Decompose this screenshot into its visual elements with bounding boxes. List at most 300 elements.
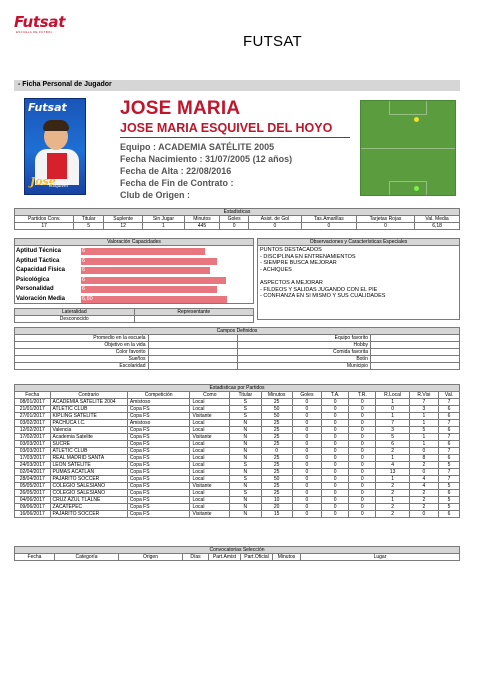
match-cell: Local xyxy=(190,406,230,413)
match-cell: 6 xyxy=(439,441,460,448)
match-cell: N xyxy=(230,448,261,455)
match-cell: 3 xyxy=(409,406,438,413)
match-cell: 3 xyxy=(376,427,409,434)
capacidad-value: 6 xyxy=(82,276,86,283)
campo-value xyxy=(148,335,237,342)
stats-value-cell: 0 xyxy=(301,223,356,230)
capacidades-title: Valoración Capacidades xyxy=(15,239,253,246)
campos-row xyxy=(15,335,460,342)
match-cell: Local xyxy=(190,476,230,483)
match-cell: 0 xyxy=(349,497,376,504)
match-cell: 2 xyxy=(376,490,409,497)
campos-row xyxy=(15,349,460,356)
campo-label: Botín xyxy=(237,356,371,363)
match-cell: 0 xyxy=(292,427,321,434)
match-cell: 0 xyxy=(349,490,376,497)
match-cell: 0 xyxy=(292,476,321,483)
match-cell: Copa FS xyxy=(127,497,190,504)
stats-value-cell: 12 xyxy=(104,223,143,230)
stats-header-cell: Asist. de Gol xyxy=(248,216,301,223)
match-cell: 1 xyxy=(376,399,409,406)
match-cell: 6 xyxy=(439,413,460,420)
campo-label: Equipo favorito xyxy=(237,335,371,342)
match-cell: 1 xyxy=(376,413,409,420)
match-cell: 0 xyxy=(322,413,349,420)
matches-header-cell: Minutos xyxy=(261,392,292,399)
match-cell: PUMAS ACATLAN xyxy=(50,469,127,476)
stats-header-cell: Goles xyxy=(220,216,249,223)
match-cell: 5 xyxy=(439,483,460,490)
match-cell: 25 xyxy=(261,462,292,469)
player-contract-end: Fecha de Fin de Contrato : xyxy=(120,178,234,188)
convocatorias-title: Convocatorias Selección xyxy=(15,547,460,554)
card-subname: Esquivel xyxy=(49,183,68,189)
match-cell: 2 xyxy=(376,504,409,511)
convocatorias-header-cell: Lugar xyxy=(301,554,460,561)
match-cell: PACHUCA I.C. xyxy=(50,420,127,427)
match-cell: ATLETIC CLUB xyxy=(50,448,127,455)
stats-value-cell: 6,18 xyxy=(415,223,460,230)
campos-table xyxy=(14,327,460,370)
match-cell: 50 xyxy=(261,476,292,483)
match-cell: 0 xyxy=(322,455,349,462)
match-cell: 0 xyxy=(349,441,376,448)
match-cell: 1 xyxy=(376,455,409,462)
match-row xyxy=(15,455,460,462)
match-cell: ATLETIC CLUB xyxy=(50,406,127,413)
match-cell: 0 xyxy=(292,483,321,490)
matches-header-cell: Fecha xyxy=(15,392,51,399)
match-row xyxy=(15,504,460,511)
match-cell: 5 xyxy=(376,434,409,441)
capacidad-value: 6 xyxy=(82,248,86,254)
match-cell: Copa FS xyxy=(127,476,190,483)
matches-header-cell: Competición xyxy=(127,392,190,399)
position-marker-primary xyxy=(414,117,419,122)
match-cell: 2 xyxy=(409,490,438,497)
capacidad-row xyxy=(15,247,255,256)
matches-header-cell: Contrario xyxy=(50,392,127,399)
capacidad-label: Aptitud Técnica xyxy=(16,248,62,254)
match-cell: Local xyxy=(190,504,230,511)
match-cell: 7 xyxy=(439,476,460,483)
match-cell: 04/06/2017 xyxy=(15,497,51,504)
match-cell: PAJARITO SOCCER xyxy=(50,511,127,518)
match-cell: N xyxy=(230,511,261,518)
logo-text: Futsat xyxy=(14,13,66,31)
match-cell: Local xyxy=(190,497,230,504)
match-cell: Local xyxy=(190,469,230,476)
match-cell: 17/03/2017 xyxy=(15,455,51,462)
match-cell: 0 xyxy=(292,490,321,497)
match-cell: 2 xyxy=(376,448,409,455)
match-cell: 16/06/2017 xyxy=(15,511,51,518)
player-full-name: JOSE MARIA ESQUIVEL DEL HOYO xyxy=(120,121,333,135)
match-cell: Local xyxy=(190,427,230,434)
match-cell: 25 xyxy=(261,434,292,441)
match-cell: 0 xyxy=(349,399,376,406)
match-cell: Copa FS xyxy=(127,504,190,511)
matches-header-cell: T.R. xyxy=(349,392,376,399)
match-cell: 0 xyxy=(292,455,321,462)
match-cell: 26/05/2017 xyxy=(15,490,51,497)
match-cell: 0 xyxy=(322,420,349,427)
match-cell: 7 xyxy=(439,448,460,455)
observaciones-panel xyxy=(257,238,460,320)
campos-title: Campos Definidos xyxy=(15,328,460,335)
match-cell: 7 xyxy=(439,434,460,441)
match-cell: S xyxy=(230,462,261,469)
match-cell: 0 xyxy=(322,469,349,476)
match-cell: 25 xyxy=(261,483,292,490)
match-cell: 1 xyxy=(409,413,438,420)
match-cell: 0 xyxy=(409,448,438,455)
match-cell: 0 xyxy=(322,448,349,455)
match-cell: 0 xyxy=(409,469,438,476)
match-cell: 10 xyxy=(261,497,292,504)
match-cell: 0 xyxy=(349,511,376,518)
player-team: Equipo : ACADEMIA SATÉLITE 2005 xyxy=(120,142,275,152)
match-cell: N xyxy=(230,497,261,504)
match-cell: N xyxy=(230,455,261,462)
campo-value xyxy=(148,363,237,370)
convocatorias-header-cell: Minutos xyxy=(273,554,301,561)
match-cell: 2 xyxy=(376,511,409,518)
match-cell: 4 xyxy=(409,483,438,490)
match-cell: 0 xyxy=(349,462,376,469)
match-cell: 0 xyxy=(292,504,321,511)
match-cell: 15 xyxy=(261,511,292,518)
page-title: FUTSAT xyxy=(243,33,303,50)
match-cell: 0 xyxy=(322,483,349,490)
match-cell: 7 xyxy=(376,420,409,427)
match-row xyxy=(15,399,460,406)
match-cell: 0 xyxy=(292,448,321,455)
match-row xyxy=(15,441,460,448)
campo-label: Promedio en la escuela xyxy=(15,335,149,342)
field-midline xyxy=(361,148,455,149)
match-cell: Copa FS xyxy=(127,511,190,518)
match-cell: S xyxy=(230,476,261,483)
match-cell: S xyxy=(230,413,261,420)
player-photo-card xyxy=(24,98,86,195)
campo-value xyxy=(371,349,460,356)
player-birthdate: Fecha Nacimiento : 31/07/2005 (12 años) xyxy=(120,154,293,164)
match-cell: Amistoso xyxy=(127,420,190,427)
match-cell: Visitante xyxy=(190,413,230,420)
match-cell: 25 xyxy=(261,455,292,462)
campo-value xyxy=(371,363,460,370)
match-row xyxy=(15,406,460,413)
match-cell: 0 xyxy=(409,511,438,518)
observaciones-text: PUNTOS DESTACADOS - DISCIPLINA EN ENTRENAMIENTOS - SIEMPRE BUSCA MEJORAR - ACHIQUES ASPECTOS A MEJORAR - FILDEOS Y SALIDAS JUGANDO CON EL PIE - CONFIANZA EN SI MISMO Y SUS CUALIDADES xyxy=(260,247,386,300)
card-hair xyxy=(43,120,69,131)
match-cell: 25 xyxy=(261,420,292,427)
match-cell: 7 xyxy=(439,399,460,406)
match-cell: 24/03/2017 xyxy=(15,462,51,469)
match-cell: Local xyxy=(190,462,230,469)
match-cell: 2 xyxy=(409,462,438,469)
match-cell: Copa FS xyxy=(127,434,190,441)
match-cell: Amistoso xyxy=(127,399,190,406)
match-cell: 0 xyxy=(376,406,409,413)
match-cell: 0 xyxy=(292,434,321,441)
match-cell: 4 xyxy=(376,462,409,469)
capacidades-panel xyxy=(14,238,254,304)
match-cell: 0 xyxy=(292,462,321,469)
campo-label: Municipio xyxy=(237,363,371,370)
match-cell: SUCRE xyxy=(50,441,127,448)
capacidad-row xyxy=(15,276,255,285)
campo-label: Color favorito xyxy=(15,349,149,356)
match-cell: 0 xyxy=(292,413,321,420)
campo-label: Escolaridad xyxy=(15,363,149,370)
campo-label: Comida favorita xyxy=(237,349,371,356)
match-cell: 0 xyxy=(349,406,376,413)
match-row xyxy=(15,413,460,420)
match-cell: ZACATEPEC xyxy=(50,504,127,511)
match-cell: 0 xyxy=(322,497,349,504)
match-cell: N xyxy=(230,441,261,448)
representante-label: Representante xyxy=(134,309,254,316)
matches-header-cell: Como xyxy=(190,392,230,399)
match-cell: 0 xyxy=(349,448,376,455)
stats-value-cell: 445 xyxy=(184,223,220,230)
convocatorias-header-cell: Origen xyxy=(119,554,183,561)
match-cell: Academia Satelite xyxy=(50,434,127,441)
match-cell: 27/01/2017 xyxy=(15,413,51,420)
stats-header-cell: Tas.Amarillas xyxy=(301,216,356,223)
matches-header-cell: T.A. xyxy=(322,392,349,399)
match-cell: 02/04/2017 xyxy=(15,469,51,476)
convocatorias-header-cell: Fecha xyxy=(15,554,55,561)
match-cell: 25 xyxy=(261,469,292,476)
capacidad-bar xyxy=(81,267,210,274)
capacidad-value: 6 xyxy=(82,286,86,292)
match-cell: 0 xyxy=(349,413,376,420)
match-cell: Copa FS xyxy=(127,490,190,497)
match-cell: 21/01/2017 xyxy=(15,406,51,413)
match-cell: 7 xyxy=(409,399,438,406)
match-cell: 0 xyxy=(292,497,321,504)
match-cell: 03/03/2017 xyxy=(15,448,51,455)
convocatorias-header-cell: Part.Amist xyxy=(209,554,241,561)
match-cell: 0 xyxy=(322,399,349,406)
futsat-logo xyxy=(14,13,76,33)
campo-label: Objetivo en la vida xyxy=(15,342,149,349)
match-cell: 0 xyxy=(349,420,376,427)
stats-value-cell: 0 xyxy=(248,223,301,230)
capacidad-bar xyxy=(81,286,217,293)
capacidad-value: 6,60 xyxy=(82,295,93,302)
capacidad-label: Psicológica xyxy=(16,276,50,283)
match-cell: 5 xyxy=(439,497,460,504)
capacidad-bar xyxy=(81,277,226,284)
match-cell: 0 xyxy=(349,427,376,434)
match-cell: Local xyxy=(190,420,230,427)
match-cell: 50 xyxy=(261,406,292,413)
representante-value xyxy=(134,316,254,323)
match-cell: Visitante xyxy=(190,511,230,518)
match-cell: Copa FS xyxy=(127,448,190,455)
match-cell: 25 xyxy=(261,490,292,497)
position-field xyxy=(360,100,456,196)
match-cell: N xyxy=(230,469,261,476)
match-cell: KIPLING SATELITE xyxy=(50,413,127,420)
match-cell: COLEGIO SALESIANO xyxy=(50,490,127,497)
match-cell: 0 xyxy=(322,434,349,441)
match-row xyxy=(15,476,460,483)
match-cell: 0 xyxy=(322,504,349,511)
field-bottom-area xyxy=(389,181,427,195)
match-cell: 5 xyxy=(439,462,460,469)
player-origin-club: Club de Origen : xyxy=(120,190,191,200)
match-cell: 0 xyxy=(322,427,349,434)
match-cell: Local xyxy=(190,399,230,406)
match-cell: 12/02/2017 xyxy=(15,427,51,434)
campo-value xyxy=(371,342,460,349)
match-cell: Visitante xyxy=(190,483,230,490)
match-cell: 5 xyxy=(409,427,438,434)
match-cell: 0 xyxy=(292,469,321,476)
match-row xyxy=(15,469,460,476)
match-cell: Copa FS xyxy=(127,469,190,476)
stats-title: Estadisticas xyxy=(15,209,460,216)
match-cell: 25 xyxy=(261,399,292,406)
match-cell: 0 xyxy=(322,441,349,448)
match-cell: ACADEMIA SATELITE 2004 xyxy=(50,399,127,406)
match-cell: CRUZ AZUL TLALNE xyxy=(50,497,127,504)
campo-label: Hobby xyxy=(237,342,371,349)
match-cell: 0 xyxy=(349,476,376,483)
capacidad-bar xyxy=(81,296,227,303)
match-row xyxy=(15,448,460,455)
match-row xyxy=(15,420,460,427)
match-cell: 6 xyxy=(439,455,460,462)
capacidad-row xyxy=(15,295,255,304)
lateralidad-label: Lateralidad xyxy=(15,309,135,316)
match-cell: 0 xyxy=(322,511,349,518)
match-cell: 5 xyxy=(439,504,460,511)
capacidad-row xyxy=(15,257,255,266)
card-logo: Futsat xyxy=(28,101,67,114)
match-cell: Copa FS xyxy=(127,406,190,413)
matches-title: Estadisticas por Partidos xyxy=(15,385,460,392)
match-cell: 09/06/2017 xyxy=(15,504,51,511)
match-cell: S xyxy=(230,490,261,497)
convocatorias-header-cell: Categoría xyxy=(55,554,119,561)
observaciones-title: Observaciones y Características Especiales xyxy=(258,239,459,246)
match-cell: 17/02/2017 xyxy=(15,434,51,441)
match-row xyxy=(15,462,460,469)
stats-header-cell: Sin Jugar xyxy=(143,216,184,223)
match-cell: Copa FS xyxy=(127,441,190,448)
capacidad-label: Valoración Media xyxy=(16,295,66,302)
match-cell: 1 xyxy=(409,420,438,427)
lateralidad-table xyxy=(14,308,254,323)
match-row xyxy=(15,490,460,497)
section-header: - Ficha Personal de Jugador xyxy=(14,80,460,91)
match-cell: Copa FS xyxy=(127,462,190,469)
stats-header-cell: Val. Media xyxy=(415,216,460,223)
stats-value-cell: 1 xyxy=(143,223,184,230)
field-top-area xyxy=(389,101,427,115)
match-cell: 0 xyxy=(292,420,321,427)
match-cell: 25 xyxy=(261,427,292,434)
match-cell: 03/02/2017 xyxy=(15,420,51,427)
match-cell: 0 xyxy=(292,406,321,413)
logo-subtitle: ESCUELA DE FUTBOL xyxy=(16,30,53,34)
campo-value xyxy=(148,356,237,363)
match-cell: 7 xyxy=(439,469,460,476)
matches-header-cell: Titular xyxy=(230,392,261,399)
campo-value xyxy=(148,349,237,356)
stats-header-cell: Partidos Conv. xyxy=(15,216,74,223)
match-cell: N xyxy=(230,483,261,490)
match-cell: Copa FS xyxy=(127,413,190,420)
stats-value-cell: 17 xyxy=(15,223,74,230)
match-cell: 0 xyxy=(292,511,321,518)
match-cell: REAL MADRID SANTA xyxy=(50,455,127,462)
match-cell: Local xyxy=(190,448,230,455)
match-cell: 50 xyxy=(261,413,292,420)
match-cell: 2 xyxy=(409,504,438,511)
capacidad-value: 6 xyxy=(82,257,86,264)
match-cell: N xyxy=(230,427,261,434)
match-cell: 0 xyxy=(349,469,376,476)
match-cell: 13 xyxy=(376,469,409,476)
match-cell: 6 xyxy=(439,511,460,518)
match-cell: N xyxy=(230,434,261,441)
match-cell: 0 xyxy=(349,483,376,490)
card-name: Jose xyxy=(30,175,56,188)
match-cell: S xyxy=(230,406,261,413)
match-cell: 0 xyxy=(322,490,349,497)
matches-header-cell: Val. xyxy=(439,392,460,399)
match-cell: N xyxy=(230,420,261,427)
match-cell: 03/03/2017 xyxy=(15,441,51,448)
match-cell: 1 xyxy=(376,476,409,483)
match-cell: 1 xyxy=(409,434,438,441)
match-row xyxy=(15,511,460,518)
matches-table xyxy=(14,384,460,518)
match-row xyxy=(15,483,460,490)
match-cell: 0 xyxy=(292,441,321,448)
capacidad-bar xyxy=(81,258,217,265)
capacidad-row xyxy=(15,285,255,294)
stats-value-cell: 0 xyxy=(356,223,414,230)
match-cell: 2 xyxy=(409,497,438,504)
campo-value xyxy=(371,356,460,363)
player-alta-date: Fecha de Alta : 22/08/2016 xyxy=(120,166,232,176)
capacidad-label: Aptitud Táctica xyxy=(16,257,60,264)
match-cell: Local xyxy=(190,441,230,448)
campos-row xyxy=(15,363,460,370)
capacidad-row xyxy=(15,266,255,275)
campo-value xyxy=(371,335,460,342)
match-cell: Valencia xyxy=(50,427,127,434)
stats-header-cell: Minutos xyxy=(184,216,220,223)
match-cell: LEON SATELITE xyxy=(50,462,127,469)
stats-header-cell: Suplente xyxy=(104,216,143,223)
match-cell: 05/05/2017 xyxy=(15,483,51,490)
convocatorias-table xyxy=(14,546,460,561)
position-marker-secondary xyxy=(414,186,419,191)
stats-value-cell: 0 xyxy=(220,223,249,230)
match-cell: 8 xyxy=(409,455,438,462)
convocatorias-header-cell: Días xyxy=(183,554,209,561)
match-cell: COLEGIO SALESIANO xyxy=(50,483,127,490)
